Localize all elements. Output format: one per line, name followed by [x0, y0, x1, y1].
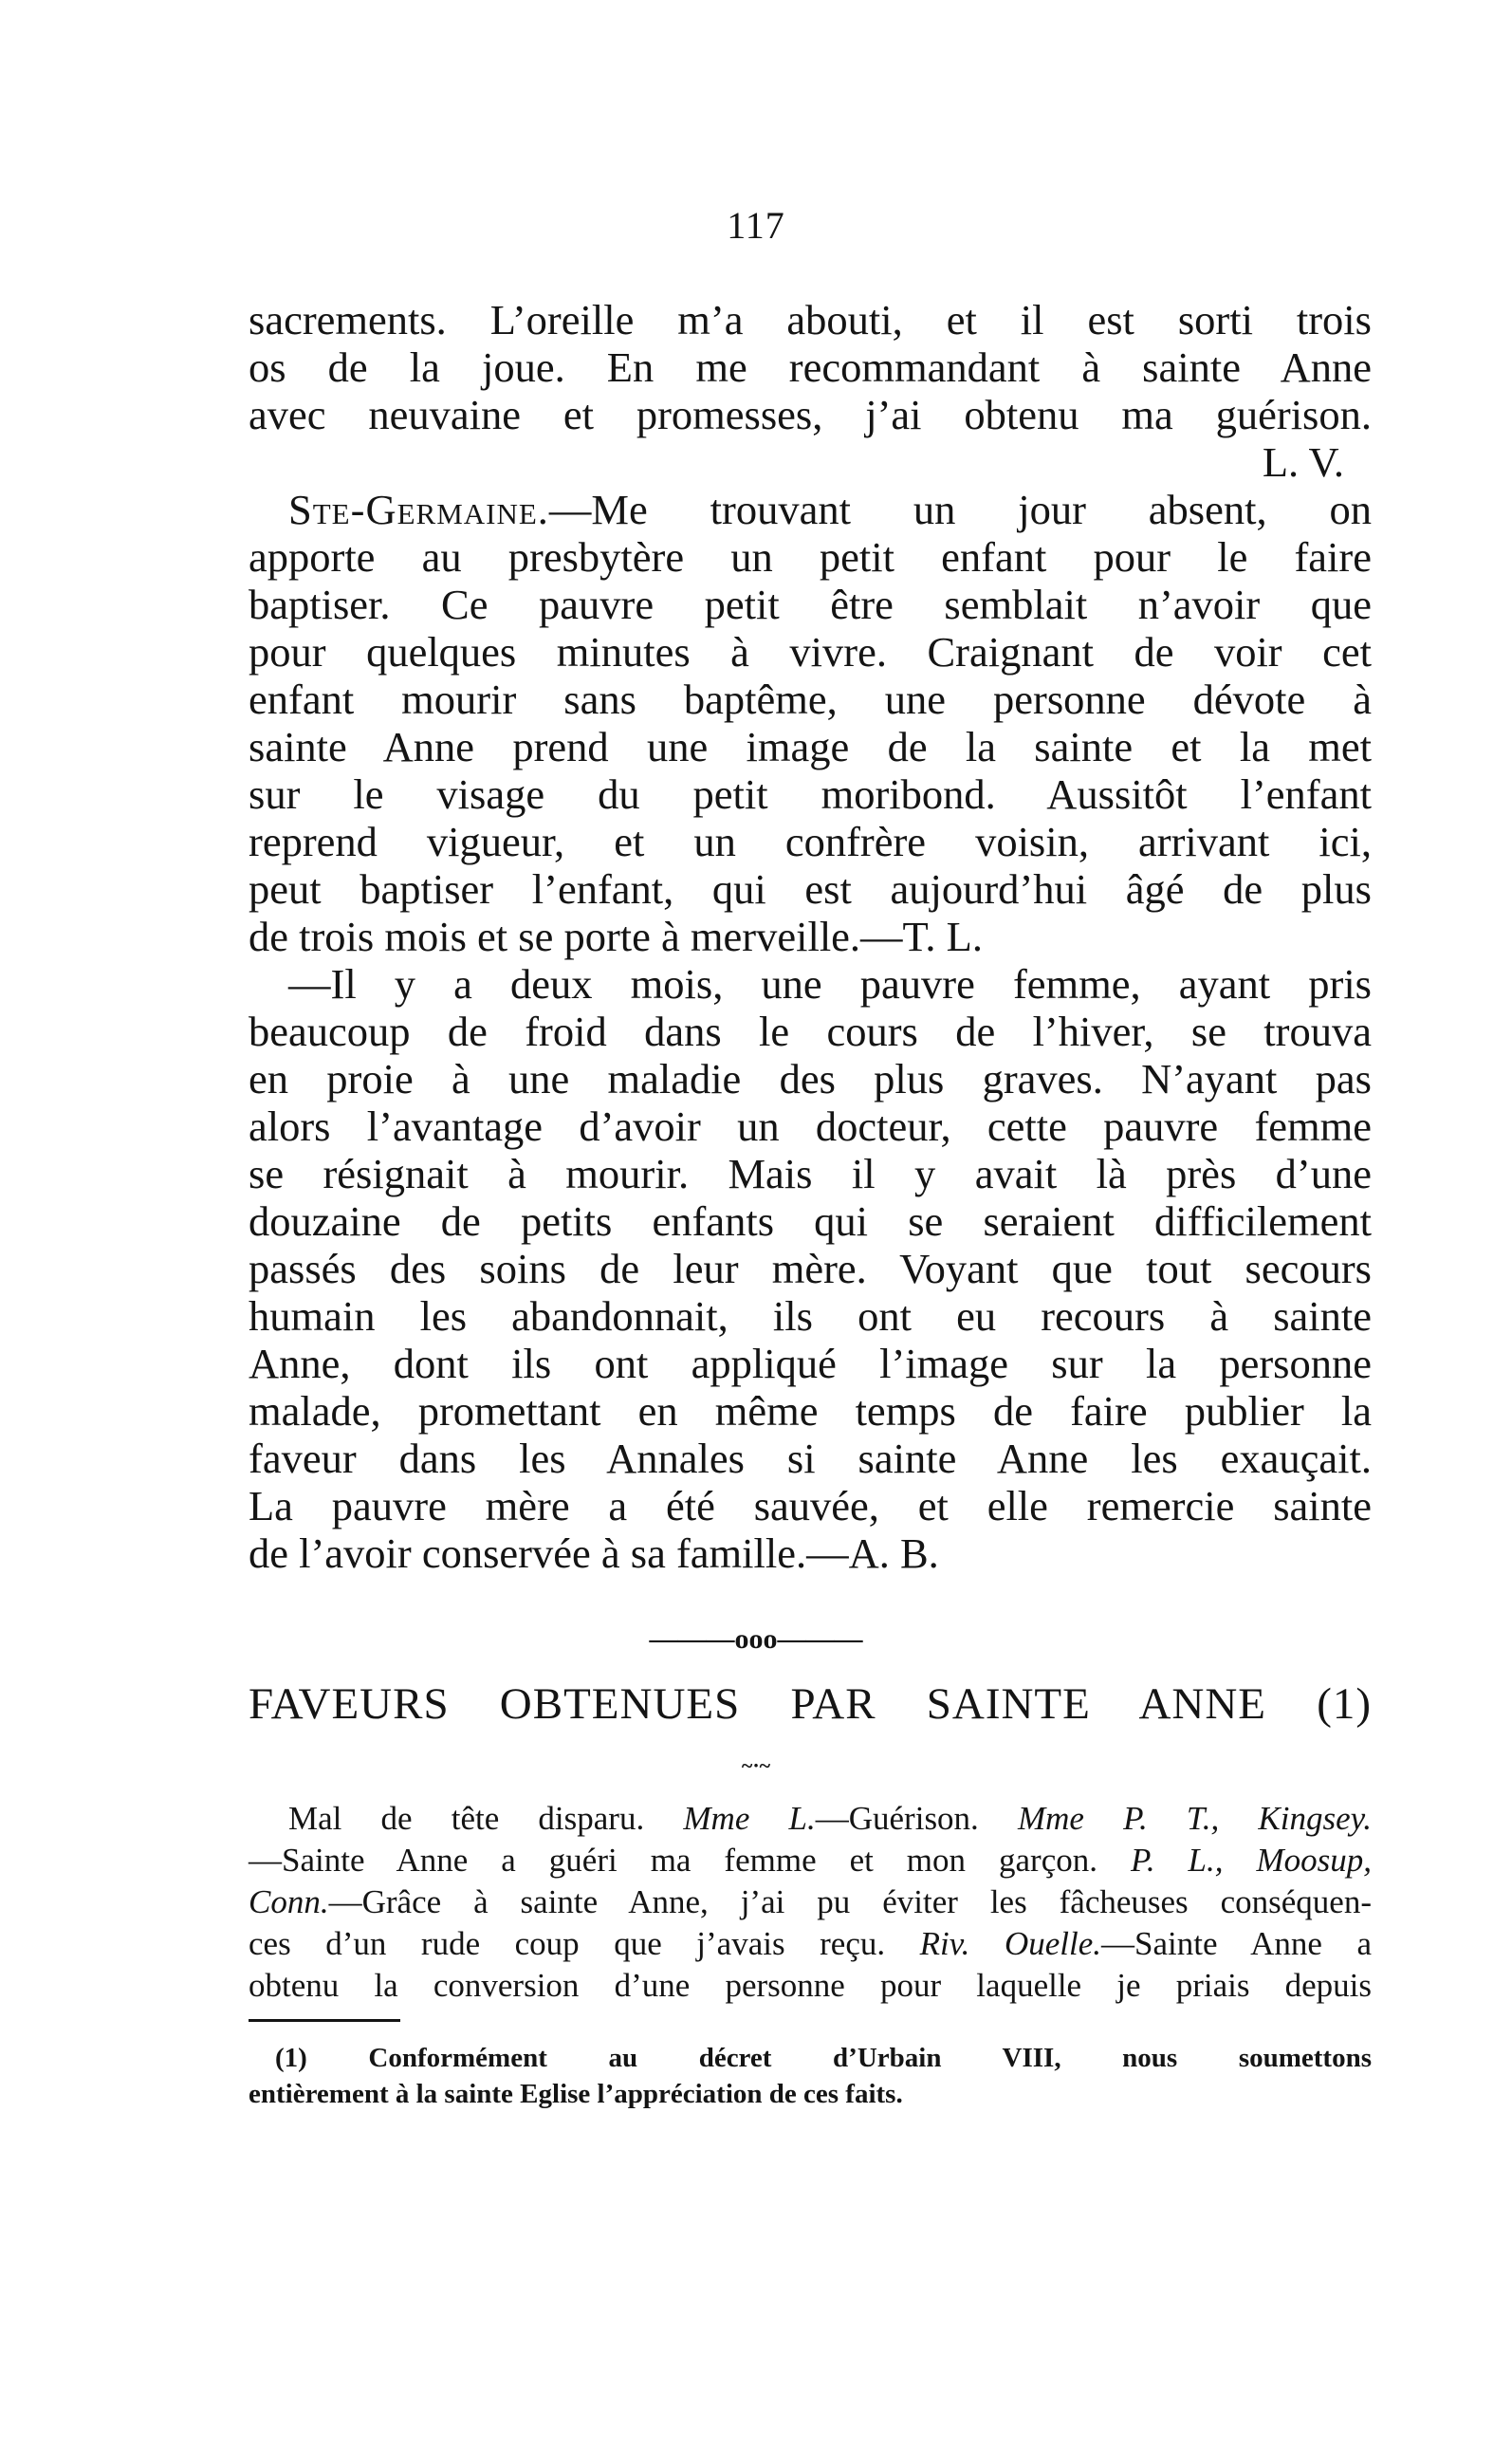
text-line: os de la joue. En me recommandant à sainte Anne: [249, 343, 1372, 391]
section-separator: ———ooo———: [649, 1623, 863, 1655]
text-line: pour quelques minutes à vivre. Craignant de voir cet: [249, 628, 1372, 676]
text-line: reprend vigueur, et un confrère voisin, arrivant ici,: [249, 818, 1372, 865]
signature: Riv. Ouelle.: [919, 1925, 1102, 1962]
text-line: [288, 486, 1372, 533]
text-line: humain les abandonnait, ils ont eu recours à sainte: [249, 1292, 1372, 1340]
text-line: douzaine de petits enfants qui se seraient difficilement: [249, 1197, 1372, 1245]
text-line: baptiser. Ce pauvre petit être semblait n’avoir que: [249, 581, 1372, 628]
text-line: obtenu la conversion d’une personne pour laquelle je priais depuis: [249, 1967, 1372, 2004]
text-line: malade, promettant en même temps de faire publier la: [249, 1387, 1372, 1435]
text-line: [288, 1798, 1372, 1840]
text-line: [249, 1881, 1372, 1923]
text-line: —Il y a deux mois, une pauvre femme, ayant pris: [288, 960, 1372, 1008]
text-span: —Grâce à sainte Anne, j’ai pu éviter les fâcheuses conséquen-: [328, 1883, 1372, 1920]
text-span: Mal de tête disparu.: [288, 1800, 684, 1837]
text-line: en proie à une maladie des plus graves. N’ayant pas: [249, 1055, 1372, 1103]
heading-ornament: ~·~: [741, 1753, 771, 1777]
text-span: ces d’un rude coup que j’avais reçu.: [249, 1925, 920, 1962]
text-line: [249, 1840, 1372, 1881]
text-line: de trois mois et se porte à merveille.—T. L.: [249, 913, 983, 960]
footnote-line: entièrement à la sainte Eglise l’appréciation de ces faits.: [249, 2079, 903, 2109]
text-line: [249, 1923, 1372, 1965]
text-line: avec neuvaine et promesses, j’ai obtenu ma guérison.: [249, 391, 1372, 438]
text-span: —Sainte Anne a: [1101, 1925, 1372, 1962]
text-line: faveur dans les Annales si sainte Anne les exauçait.: [249, 1435, 1372, 1482]
text-line: se résignait à mourir. Mais il y avait là près d’une: [249, 1150, 1372, 1197]
text-line: beaucoup de froid dans le cours de l’hiver, se trouva: [249, 1008, 1372, 1055]
signature: P. L., Moosup,: [1130, 1842, 1373, 1879]
section-heading: FAVEURS OBTENUES PAR SAINTE ANNE (1): [249, 1679, 1372, 1729]
text-span: —Me trouvant un jour absent, on: [548, 486, 1372, 533]
text-line: passés des soins de leur mère. Voyant que tout secours: [249, 1245, 1372, 1292]
footnote-rule: [249, 2019, 400, 2022]
footnote-line: (1) Conformément au décret d’Urbain VIII, nous soumettons: [275, 2043, 1372, 2073]
text-line: apporte au presbytère un petit enfant pour le faire: [249, 533, 1372, 581]
signature: Mme P. T., Kingsey.: [1017, 1800, 1373, 1837]
signature: Mme L.: [683, 1800, 816, 1837]
text-line: sainte Anne prend une image de la sainte et la met: [249, 723, 1372, 770]
text-span: —Guérison.: [815, 1800, 1018, 1837]
text-line: sur le visage du petit moribond. Aussitôt l’enfant: [249, 770, 1372, 818]
text-line: de l’avoir conservée à sa famille.—A. B.: [249, 1529, 939, 1577]
page-number: 117: [727, 204, 785, 247]
text-span: —Sainte Anne a guéri ma femme et mon garçon.: [249, 1842, 1131, 1879]
text-line: alors l’avantage d’avoir un docteur, cette pauvre femme: [249, 1103, 1372, 1150]
signature: Conn.: [249, 1883, 329, 1920]
text-line: enfant mourir sans baptême, une personne dévote à: [249, 676, 1372, 723]
text-line: La pauvre mère a été sauvée, et elle remercie sainte: [249, 1482, 1372, 1529]
place-name: Ste-Germaine.: [288, 486, 549, 533]
signature: L. V.: [1262, 438, 1344, 486]
text-line: Anne, dont ils ont appliqué l’image sur la personne: [249, 1340, 1372, 1387]
text-line: peut baptiser l’enfant, qui est aujourd’hui âgé de plus: [249, 865, 1372, 913]
text-line: sacrements. L’oreille m’a abouti, et il est sorti trois: [249, 296, 1372, 343]
